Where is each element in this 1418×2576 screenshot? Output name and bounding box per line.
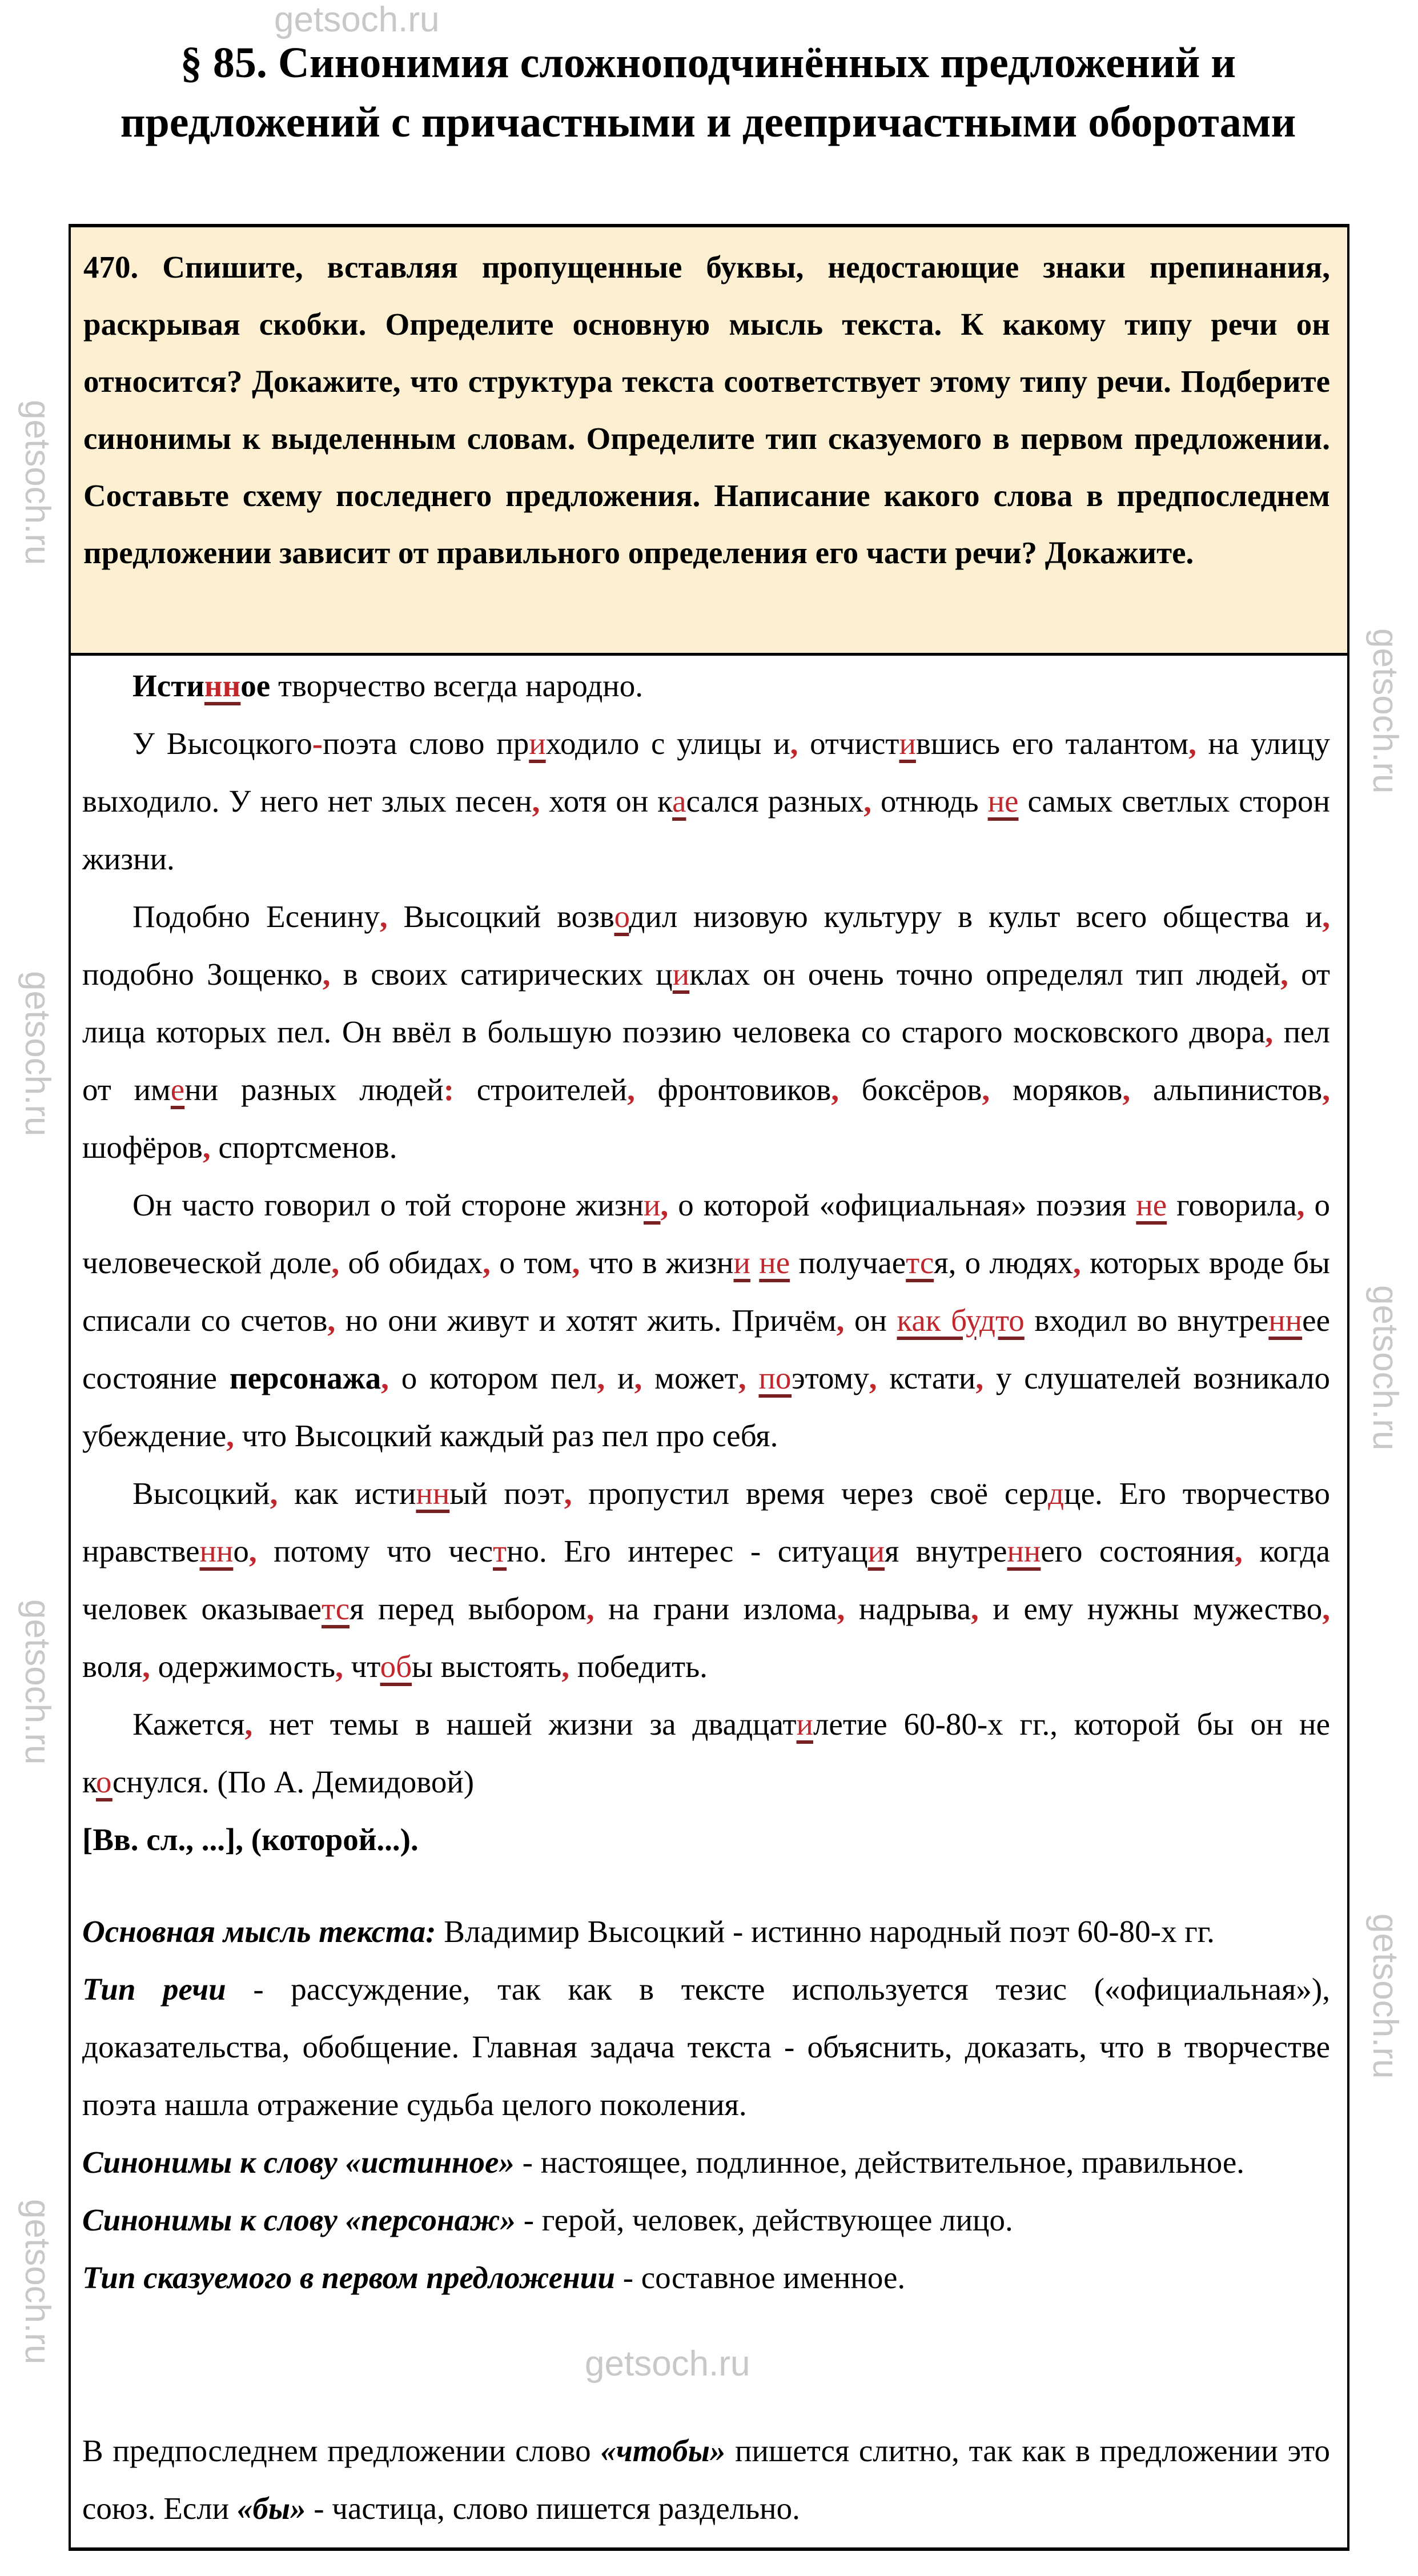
marked-punctuation: ,: [335, 1649, 343, 1684]
text-segment: как исти: [278, 1476, 416, 1511]
text-segment: самых светлых сторон жизни.: [82, 784, 1330, 876]
marked-punctuation: ,: [971, 1591, 979, 1626]
answer-item: [82, 1960, 1330, 2133]
marked-letters: нн: [1007, 1534, 1041, 1568]
answer-text: - составное именное.: [614, 2260, 906, 2295]
marked-letters: не: [987, 784, 1019, 818]
marked-letters: нн: [416, 1476, 450, 1511]
text-segment: персонажа: [229, 1361, 381, 1395]
text-segment: и: [605, 1361, 634, 1395]
text-paragraph: [82, 888, 1330, 1176]
text-segment: о: [233, 1534, 249, 1568]
marked-punctuation: ,: [381, 1361, 389, 1395]
answer-text: - герой, человек, действующее лицо.: [515, 2202, 1013, 2237]
text-segment: чт: [343, 1649, 380, 1684]
marked-punctuation: ,: [1322, 899, 1331, 934]
text-segment: этому: [792, 1361, 869, 1395]
text-segment: ое: [240, 668, 271, 703]
marked-punctuation: ,: [379, 899, 388, 934]
marked-letters: как будто: [897, 1303, 1025, 1338]
task-number: 470.: [83, 250, 139, 284]
text-segment: боксёров: [839, 1072, 982, 1107]
marked-letters: и: [796, 1707, 813, 1742]
text-segment: но они живут и хотят жить. Причём: [335, 1303, 837, 1338]
answer-item: [82, 2191, 1330, 2249]
text-segment: ни разных людей: [184, 1072, 444, 1107]
text-paragraph: [82, 657, 1330, 715]
marked-letters: нн: [204, 668, 241, 703]
answers-list: [82, 1903, 1330, 2306]
text-segment: о котором пел: [388, 1361, 597, 1395]
marked-letters: е: [170, 1072, 185, 1107]
text-segment: хотя он к: [540, 784, 673, 818]
marked-letters: нн: [1268, 1303, 1303, 1338]
text-segment: об обидах: [339, 1245, 483, 1280]
text-segment: воля: [82, 1649, 143, 1684]
text-segment: дил низовую культуру в культ всего общества и: [629, 899, 1323, 934]
marked-punctuation: ,: [532, 784, 540, 818]
marked-letters: и: [899, 726, 916, 761]
text-segment: ы выстоять: [412, 1649, 562, 1684]
text-segment: о человеческой доле: [82, 1187, 1331, 1280]
marked-letters: о: [614, 899, 629, 934]
answer-text: - рассуждение, так как в тексте используется тезис («официальная»), доказательства, обобщение. Главная задача текста - объяснить, доказать, что в творчестве поэта нашла отражение судьба целого поколения.: [82, 1972, 1330, 2122]
marked-letters: и: [644, 1187, 661, 1222]
text-segment: входил во внутре: [1024, 1303, 1269, 1338]
text-segment: шофёров: [82, 1130, 203, 1165]
answer-item: [82, 2249, 1330, 2306]
marked-punctuation: ,: [1073, 1245, 1081, 1280]
watermark: getsoch.ru: [18, 400, 57, 565]
text-paragraph: [82, 1695, 1330, 1811]
text-segment: победить.: [569, 1649, 708, 1684]
answer-label: Тип сказуемого в первом предложении: [82, 2260, 615, 2295]
marked-punctuation: ,: [634, 1361, 642, 1395]
marked-letters: нн: [199, 1534, 234, 1568]
text-segment: и ему нужны мужество: [978, 1591, 1323, 1626]
final-middle: пишется слитно, так как в предложении это союз. Если: [82, 2433, 1330, 2526]
marked-letters: о: [95, 1764, 113, 1799]
text-segment: я внутре: [885, 1534, 1007, 1568]
text-segment: [746, 1361, 759, 1395]
text-segment: пел от им: [82, 1014, 1330, 1107]
answer-label: Основная мысль текста:: [82, 1914, 436, 1949]
text-segment: отнюдь: [871, 784, 988, 818]
text-segment: что Высоцкий каждый раз пел про себя.: [234, 1418, 778, 1453]
answer-text: - настоящее, подлинное, действительное, правильное.: [514, 2145, 1245, 2180]
text-segment: фронтовиков: [634, 1072, 831, 1107]
marked-letters: и: [733, 1245, 750, 1280]
marked-letters: не: [1136, 1187, 1167, 1222]
marked-letters: не: [759, 1245, 790, 1280]
spacer: [82, 2306, 1330, 2422]
marked-punctuation: ,: [1122, 1072, 1131, 1107]
text-segment: которых вроде бы списали со счетов: [82, 1245, 1331, 1338]
marked-punctuation: ,: [226, 1418, 234, 1453]
marked-punctuation: ,: [586, 1591, 594, 1626]
final-word: «чтобы»: [600, 2433, 726, 2468]
marked-punctuation: ,: [831, 1072, 839, 1107]
sentence-scheme: [Вв. сл., ...], (которой...).: [82, 1822, 419, 1857]
marked-letters: тс: [322, 1591, 350, 1626]
text-segment: Кажется: [132, 1707, 245, 1742]
text-paragraphs: [82, 657, 1330, 1811]
watermark: getsoch.ru: [1365, 1285, 1405, 1451]
marked-punctuation: -: [312, 726, 323, 761]
text-segment: но. Его интерес - ситуац: [507, 1534, 868, 1568]
marked-punctuation: ,: [869, 1361, 877, 1395]
marked-letters: и: [867, 1534, 885, 1568]
final-before: В предпоследнем предложении слово: [82, 2433, 601, 2468]
text-segment: моряков: [990, 1072, 1123, 1107]
marked-punctuation: ,: [561, 1649, 570, 1684]
text-segment: Высоцкий возв: [387, 899, 614, 934]
text-segment: его состояния: [1041, 1534, 1235, 1568]
text-segment: ее состояние: [82, 1303, 1330, 1395]
final-particle: «бы»: [236, 2491, 306, 2526]
marked-punctuation: ,: [1322, 1591, 1330, 1626]
text-segment: когда человек оказывае: [82, 1534, 1330, 1626]
text-segment: пропустил время через своё сер: [572, 1476, 1049, 1511]
text-segment: одержимость: [150, 1649, 336, 1684]
marked-punctuation: ,: [1296, 1187, 1305, 1222]
marked-letters: по: [758, 1361, 792, 1395]
text-segment: кстати: [877, 1361, 976, 1395]
watermark: getsoch.ru: [1365, 628, 1405, 794]
marked-punctuation: ,: [331, 1245, 340, 1280]
marked-punctuation: ,: [597, 1361, 605, 1395]
watermark: getsoch.ru: [18, 1599, 57, 1765]
task-box: [71, 227, 1347, 656]
marked-punctuation: ,: [572, 1245, 580, 1280]
text-segment: снулся. (По А. Демидовой): [112, 1764, 475, 1799]
text-paragraph: [82, 715, 1330, 888]
text-segment: поэта слово пр: [323, 726, 529, 761]
marked-punctuation: ,: [738, 1361, 746, 1395]
marked-punctuation: ,: [975, 1361, 984, 1395]
marked-letters: д: [1048, 1476, 1064, 1511]
text-segment: о которой «официальная» поэзия: [668, 1187, 1136, 1222]
task-text: Спишите, вставляя пропущенные буквы, недостающие знаки препинания, раскрывая скобки. Определите основную мысль текста. К какому типу речи он относится? Докажите, что структура текста соответствует этому типу речи. Подберите синонимы к выделенным словам. Определите тип сказуемого в первом предложении. Составьте схему последнего предложения. Написание какого слова в предпоследнем предложении зависит от правильного определения его части речи? Докажите.: [83, 250, 1330, 570]
text-segment: надрыва: [845, 1591, 971, 1626]
text-segment: [750, 1245, 759, 1280]
final-after: - частица, слово пишется раздельно.: [306, 2491, 800, 2526]
text-segment: вшись его талантом: [915, 726, 1189, 761]
text-segment: на улицу выходило. У него нет злых песен: [82, 726, 1330, 818]
text-segment: ходило с улицы и: [545, 726, 790, 761]
marked-punctuation: ,: [327, 1303, 336, 1338]
spacer: [82, 1868, 1330, 1903]
marked-punctuation: ,: [790, 726, 798, 761]
marked-punctuation: ,: [322, 957, 331, 992]
text-segment: я, о людях: [934, 1245, 1074, 1280]
marked-punctuation: ,: [660, 1187, 669, 1222]
marked-punctuation: ,: [837, 1591, 845, 1626]
answer-text: Владимир Высоцкий - истинно народный поэт 60-80-х гг.: [436, 1914, 1215, 1949]
marked-punctuation: ,: [1188, 726, 1196, 761]
text-segment: получае: [790, 1245, 906, 1280]
marked-punctuation: ,: [564, 1476, 572, 1511]
marked-punctuation: ,: [1322, 1072, 1330, 1107]
marked-punctuation: ,: [244, 1707, 253, 1742]
watermark: getsoch.ru: [1365, 1913, 1405, 2079]
answer-item: [82, 2133, 1330, 2191]
marked-punctuation: ,: [1265, 1014, 1274, 1049]
final-explanation: [82, 2422, 1330, 2537]
marked-letters: а: [672, 784, 686, 818]
watermark: getsoch.ru: [585, 2344, 750, 2384]
marked-letters: и: [529, 726, 546, 761]
text-segment: нет темы в нашей жизни за двадцат: [252, 1707, 797, 1742]
marked-punctuation: ,: [270, 1476, 278, 1511]
marked-punctuation: ,: [142, 1649, 150, 1684]
watermark: getsoch.ru: [18, 2199, 57, 2365]
watermark: getsoch.ru: [18, 971, 57, 1137]
text-segment: Исти: [132, 668, 204, 703]
marked-letters: об: [380, 1649, 412, 1684]
marked-punctuation: ,: [202, 1130, 211, 1165]
marked-punctuation: ,: [1280, 957, 1288, 992]
text-segment: Он часто говорил о той стороне жизн: [132, 1187, 644, 1222]
marked-punctuation: :: [443, 1072, 455, 1107]
marked-punctuation: ,: [248, 1534, 257, 1568]
marked-punctuation: ,: [863, 784, 871, 818]
marked-letters: тс: [906, 1245, 934, 1280]
text-segment: может: [642, 1361, 738, 1395]
text-segment: У Высоцкого: [132, 726, 312, 761]
text-segment: сался разных: [686, 784, 864, 818]
text-segment: ый поэт: [449, 1476, 564, 1511]
text-segment: спортсменов.: [210, 1130, 397, 1165]
text-segment: потому что чес: [256, 1534, 493, 1568]
text-segment: он: [844, 1303, 897, 1338]
text-segment: альпинистов: [1130, 1072, 1323, 1107]
text-segment: что в жизн: [580, 1245, 734, 1280]
text-segment: отчист: [798, 726, 899, 761]
text-segment: Подобно Есенину: [132, 899, 380, 934]
marked-letters: и: [672, 957, 690, 992]
marked-punctuation: ,: [483, 1245, 491, 1280]
text-segment: говорила: [1167, 1187, 1297, 1222]
text-paragraph: [82, 1176, 1330, 1464]
page-title: § 85. Синонимия сложноподчинённых предложений и предложений с причастными и деепричастными оборотами: [120, 39, 1296, 146]
answer-label: Синонимы к слову «персонаж»: [82, 2202, 516, 2237]
text-segment: летие 60-80-х гг., которой бы он не к: [82, 1707, 1331, 1799]
text-segment: строителей: [454, 1072, 628, 1107]
answer-item: [82, 1903, 1330, 1960]
marked-letters: т: [493, 1534, 507, 1568]
text-segment: о том: [490, 1245, 572, 1280]
text-segment: от лица которых пел. Он ввёл в большую поэзию человека со старого московского двора: [82, 957, 1331, 1049]
text-segment: клах он очень точно определял тип людей: [689, 957, 1281, 992]
text-segment: творчество всегда народно.: [270, 668, 643, 703]
marked-punctuation: ,: [982, 1072, 990, 1107]
text-segment: подобно Зощенко: [82, 957, 323, 992]
text-segment: у слушателей возникало убеждение: [82, 1361, 1331, 1453]
text-segment: це. Его творчество нравстве: [82, 1476, 1331, 1568]
text-segment: Высоцкий: [132, 1476, 270, 1511]
marked-punctuation: ,: [836, 1303, 845, 1338]
text-segment: я перед выбором: [350, 1591, 587, 1626]
text-segment: на грани излома: [594, 1591, 837, 1626]
marked-punctuation: ,: [627, 1072, 635, 1107]
text-segment: в своих сатирических ц: [330, 957, 673, 992]
answer-label: Тип речи: [82, 1972, 226, 2007]
answer-label: Синонимы к слову «истинное»: [82, 2145, 515, 2180]
text-paragraph: [82, 1464, 1330, 1695]
watermark: getsoch.ru: [274, 0, 440, 39]
marked-punctuation: ,: [1234, 1534, 1243, 1568]
exercise-body: [71, 657, 1347, 2537]
